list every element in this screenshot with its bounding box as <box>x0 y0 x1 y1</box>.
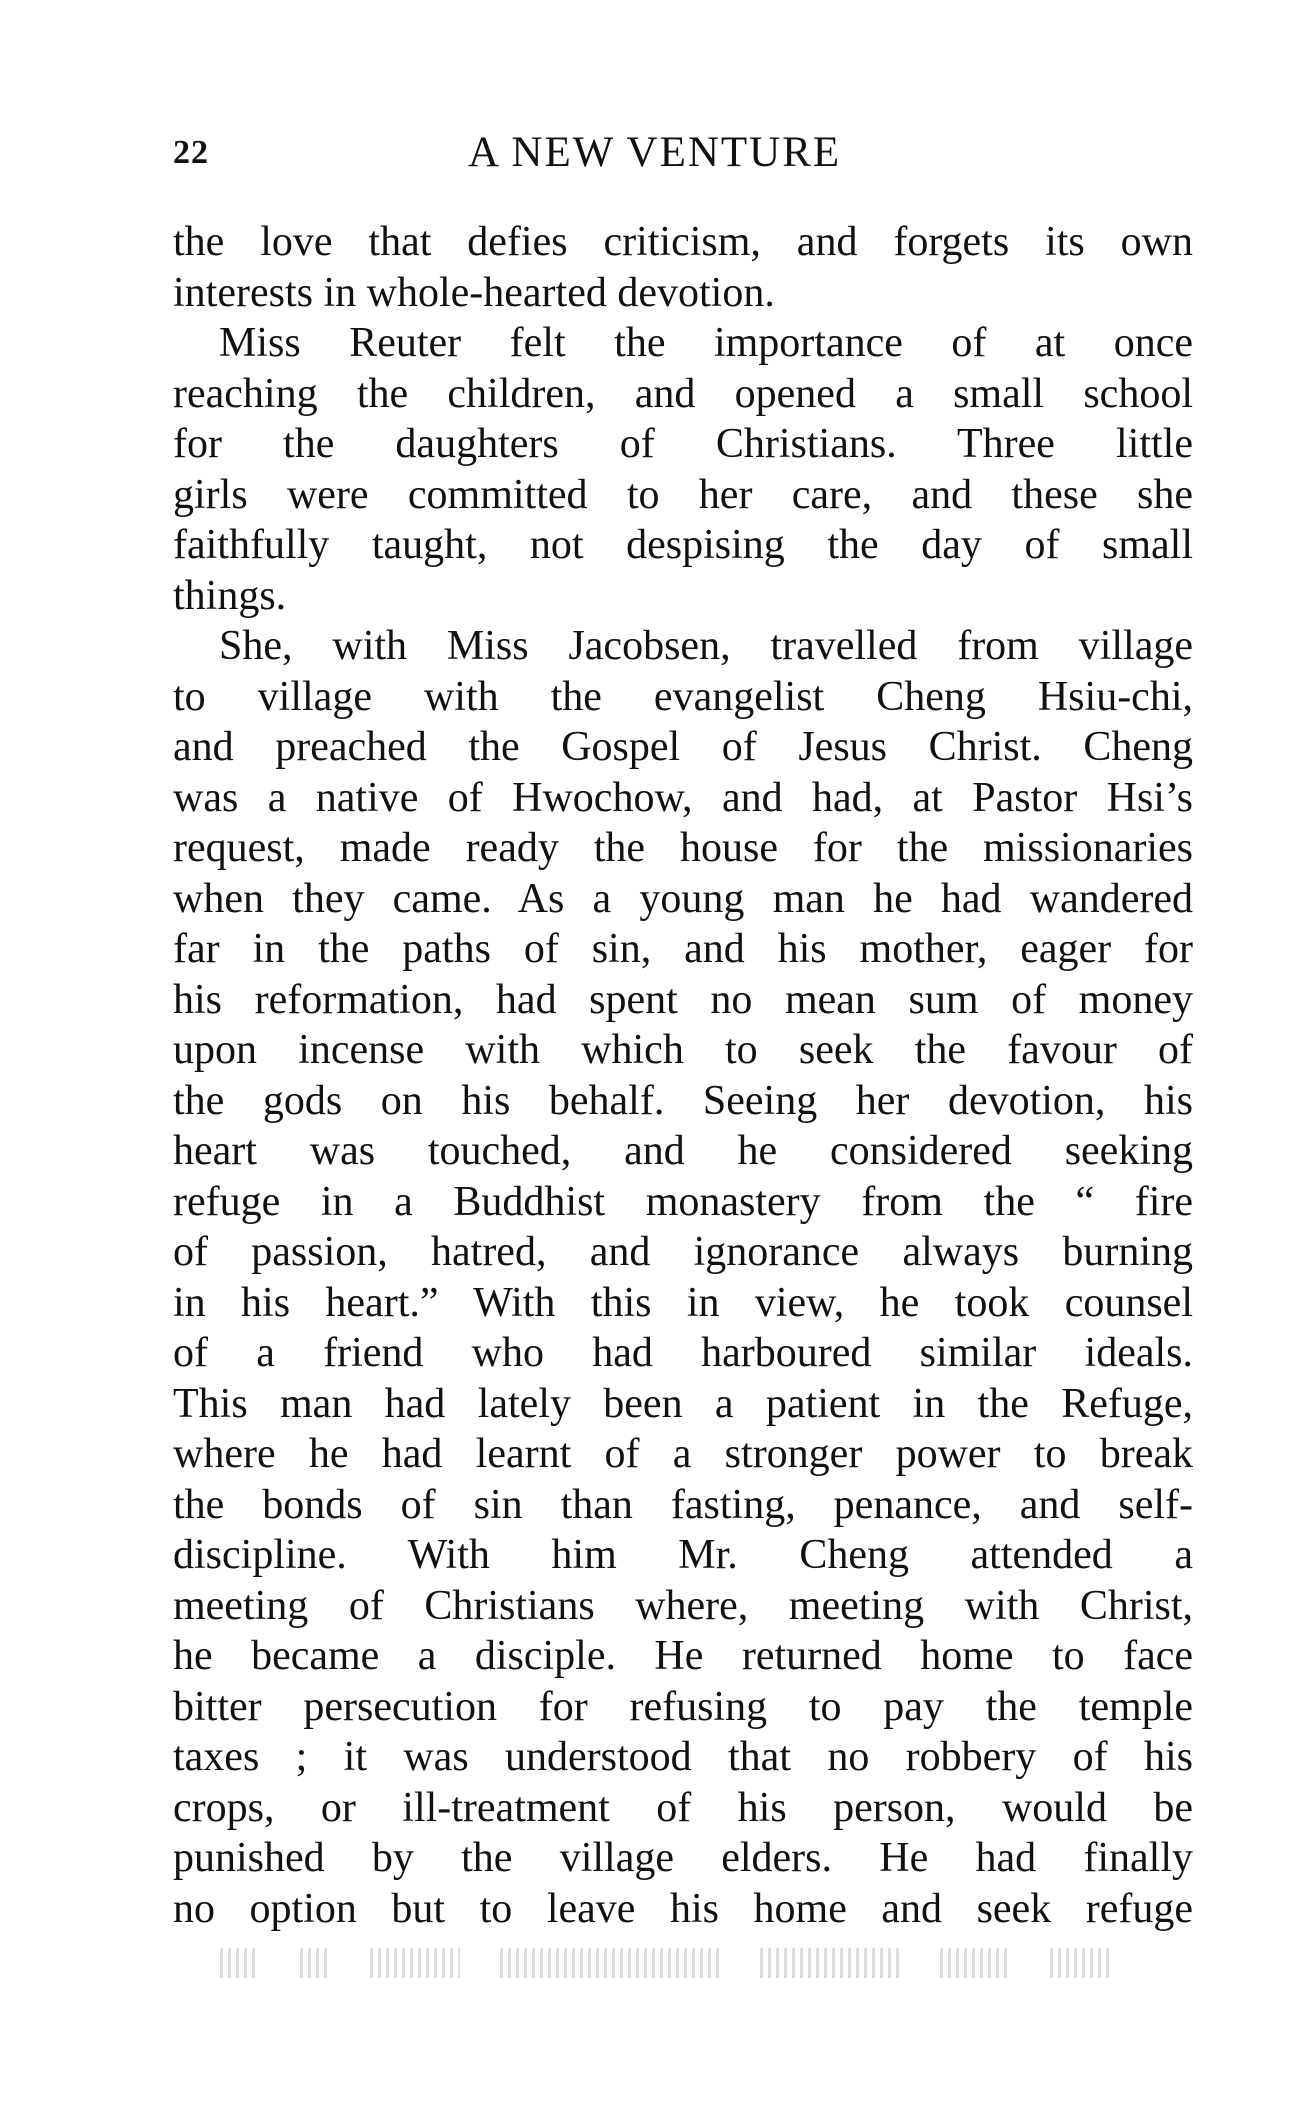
text-line: where he had learnt of a stronger power to break <box>173 1431 1193 1477</box>
text-line: of passion, hatred, and ignorance always burning <box>173 1229 1193 1275</box>
text-line: the bonds of sin than fasting, penance, and self- <box>173 1481 1193 1528</box>
text-line: things. <box>173 572 287 619</box>
text-line: request, made ready the house for the missionaries <box>173 825 1193 871</box>
text-line: the gods on his behalf. Seeing her devotion, his <box>173 1077 1193 1124</box>
text-line: meeting of Christians where, meeting with Christ, <box>173 1582 1193 1629</box>
text-line: faithfully taught, not despising the day of small <box>173 522 1193 568</box>
text-line: the love that defies criticism, and forgets its own <box>173 219 1193 265</box>
text-line: discipline. With him Mr. Cheng attended a <box>173 1532 1193 1578</box>
text-line: far in the paths of sin, and his mother, eager for <box>173 926 1193 972</box>
text-line: to village with the evangelist Cheng Hsiu-chi, <box>173 673 1193 720</box>
paragraph-first-line: She, with Miss Jacobsen, travelled from village <box>219 623 1193 669</box>
text-line: was a native of Hwochow, and had, at Pastor Hsi’s <box>173 774 1193 821</box>
running-head <box>173 128 1193 178</box>
text-line: in his heart.” With this in view, he took counsel <box>173 1279 1193 1326</box>
text-line: interests in whole-hearted devotion. <box>173 269 775 316</box>
text-line: punished by the village elders. He had finally <box>173 1835 1193 1881</box>
text-line: when they came. As a young man he had wandered <box>173 875 1193 922</box>
bleed-mark <box>370 1948 460 1978</box>
bleed-mark <box>300 1948 330 1978</box>
bleed-mark <box>1050 1948 1110 1978</box>
text-line: he became a disciple. He returned home to face <box>173 1633 1193 1679</box>
text-line: This man had lately been a patient in the Refuge, <box>173 1380 1193 1427</box>
bleed-mark <box>940 1948 1010 1978</box>
text-line: heart was touched, and he considered seeking <box>173 1128 1193 1174</box>
text-line: taxes ; it was understood that no robbery of his <box>173 1734 1193 1780</box>
next-page-bleed-through <box>200 1948 1100 1982</box>
text-line: of a friend who had harboured similar ideals. <box>173 1330 1193 1376</box>
page-number: 22 <box>173 134 209 171</box>
text-line: reaching the children, and opened a small school <box>173 370 1193 417</box>
bleed-mark <box>760 1948 900 1978</box>
text-line: girls were committed to her care, and these she <box>173 471 1193 518</box>
text-line: and preached the Gospel of Jesus Christ. Cheng <box>173 724 1193 770</box>
text-line: bitter persecution for refusing to pay the temple <box>173 1683 1193 1730</box>
text-line: his reformation, had spent no mean sum of money <box>173 976 1193 1023</box>
text-line: no option but to leave his home and seek refuge <box>173 1885 1193 1932</box>
paragraph-first-line: Miss Reuter felt the importance of at once <box>219 320 1193 366</box>
text-line: crops, or ill-treatment of his person, would be <box>173 1784 1193 1831</box>
body-text <box>173 217 1193 1934</box>
text-line: upon incense with which to seek the favour of <box>173 1027 1193 1073</box>
bleed-mark <box>220 1948 260 1978</box>
running-title: A NEW VENTURE <box>468 129 842 176</box>
text-line: for the daughters of Christians. Three little <box>173 421 1193 467</box>
text-line: refuge in a Buddhist monastery from the “ fire <box>173 1178 1193 1225</box>
bleed-mark <box>500 1948 720 1978</box>
